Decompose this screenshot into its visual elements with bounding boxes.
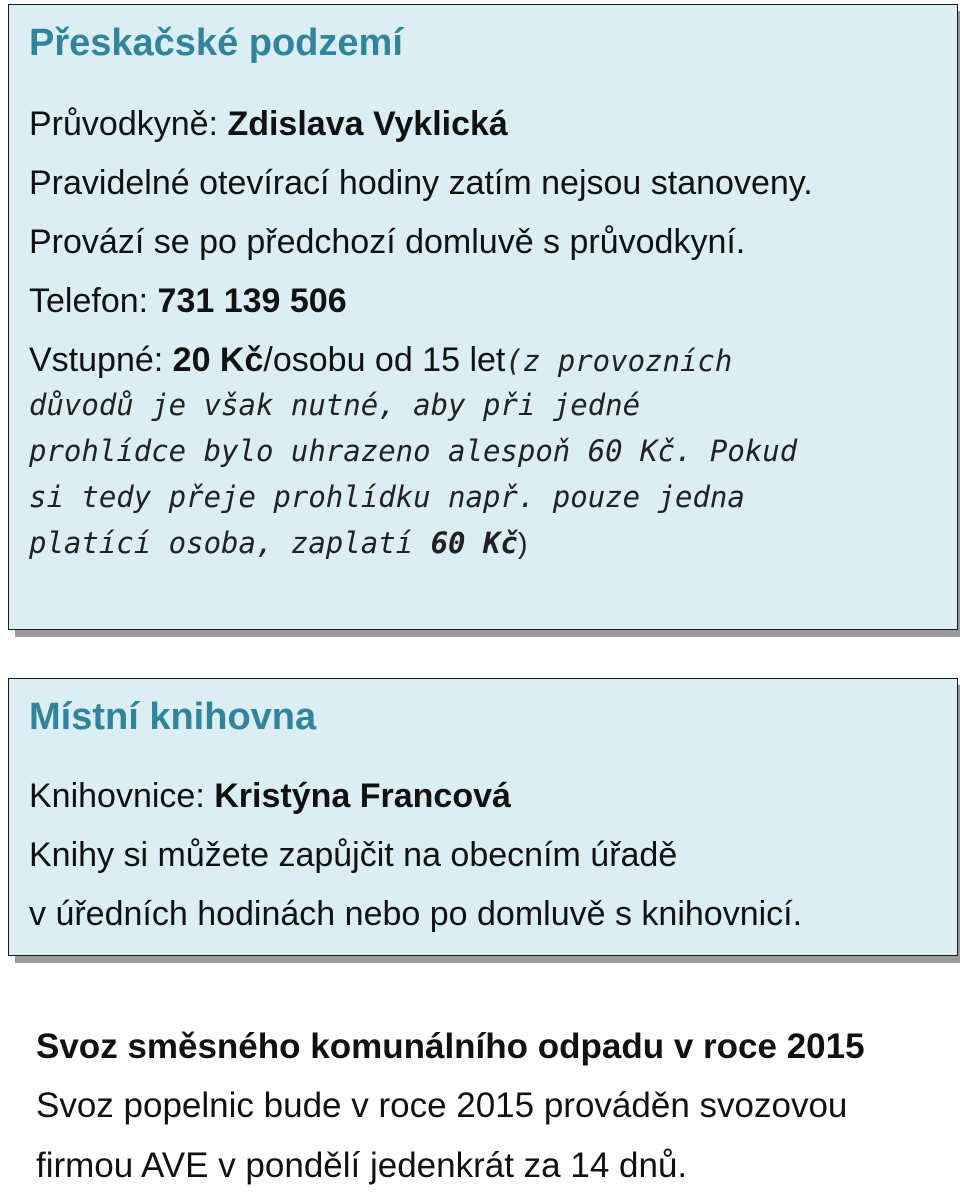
fee-note-line-3: prohlídce bylo uhrazeno alespoň 60 Kč. Pokud — [29, 434, 798, 468]
booking-line: Provází se po předchozí domluvě s průvodkyní. — [29, 223, 746, 261]
librarian-label: Knihovnice: — [29, 777, 215, 815]
guide-line — [29, 95, 947, 154]
fee-rest: /osobu od 15 let — [263, 341, 506, 379]
fee-amount: 20 Kč — [172, 341, 264, 379]
library-line-1: Knihy si můžete zapůjčit na obecním úřadě — [29, 836, 678, 874]
fee-note-line-5 — [29, 520, 947, 567]
library-info-content — [29, 695, 947, 944]
library-info-box — [8, 678, 958, 956]
fee-note-start: (z provozních — [505, 344, 733, 378]
guide-label: Průvodkyně: — [29, 105, 228, 143]
waste-line-1: Svoz popelnic bude v roce 2015 prováděn svozovou — [36, 1086, 848, 1125]
cave-info-box — [8, 4, 958, 630]
library-title: Místní knihovna — [29, 696, 317, 738]
guide-name: Zdislava Vyklická — [227, 105, 508, 143]
fee-label: Vstupné: — [29, 341, 173, 379]
librarian-name: Kristýna Francová — [214, 777, 511, 815]
fee-note-line-2: důvodů je však nutné, aby při jedné — [29, 388, 641, 422]
phone-number: 731 139 506 — [157, 282, 347, 320]
cave-title: Přeskačské podzemí — [29, 22, 403, 64]
waste-collection-section — [36, 1018, 946, 1196]
waste-line-2: firmou AVE v pondělí jedenkrát za 14 dnů. — [36, 1146, 688, 1185]
librarian-line — [29, 767, 947, 826]
fee-note-text: platící osoba, zaplatí — [29, 526, 431, 560]
fee-note-close: ) — [517, 528, 528, 560]
fee-note-amount: 60 Kč — [430, 526, 518, 560]
library-line-2: v úředních hodinách nebo po domluvě s knihovnicí. — [29, 895, 803, 933]
cave-info-content — [29, 21, 947, 567]
phone-line — [29, 272, 947, 331]
hours-line: Pravidelné otevírací hodiny zatím nejsou stanoveny. — [29, 164, 813, 202]
fee-note-line-4: si tedy přeje prohlídku např. pouze jedna — [29, 480, 745, 514]
waste-title: Svoz směsného komunálního odpadu v roce 2015 — [36, 1027, 865, 1066]
phone-label: Telefon: — [29, 282, 158, 320]
